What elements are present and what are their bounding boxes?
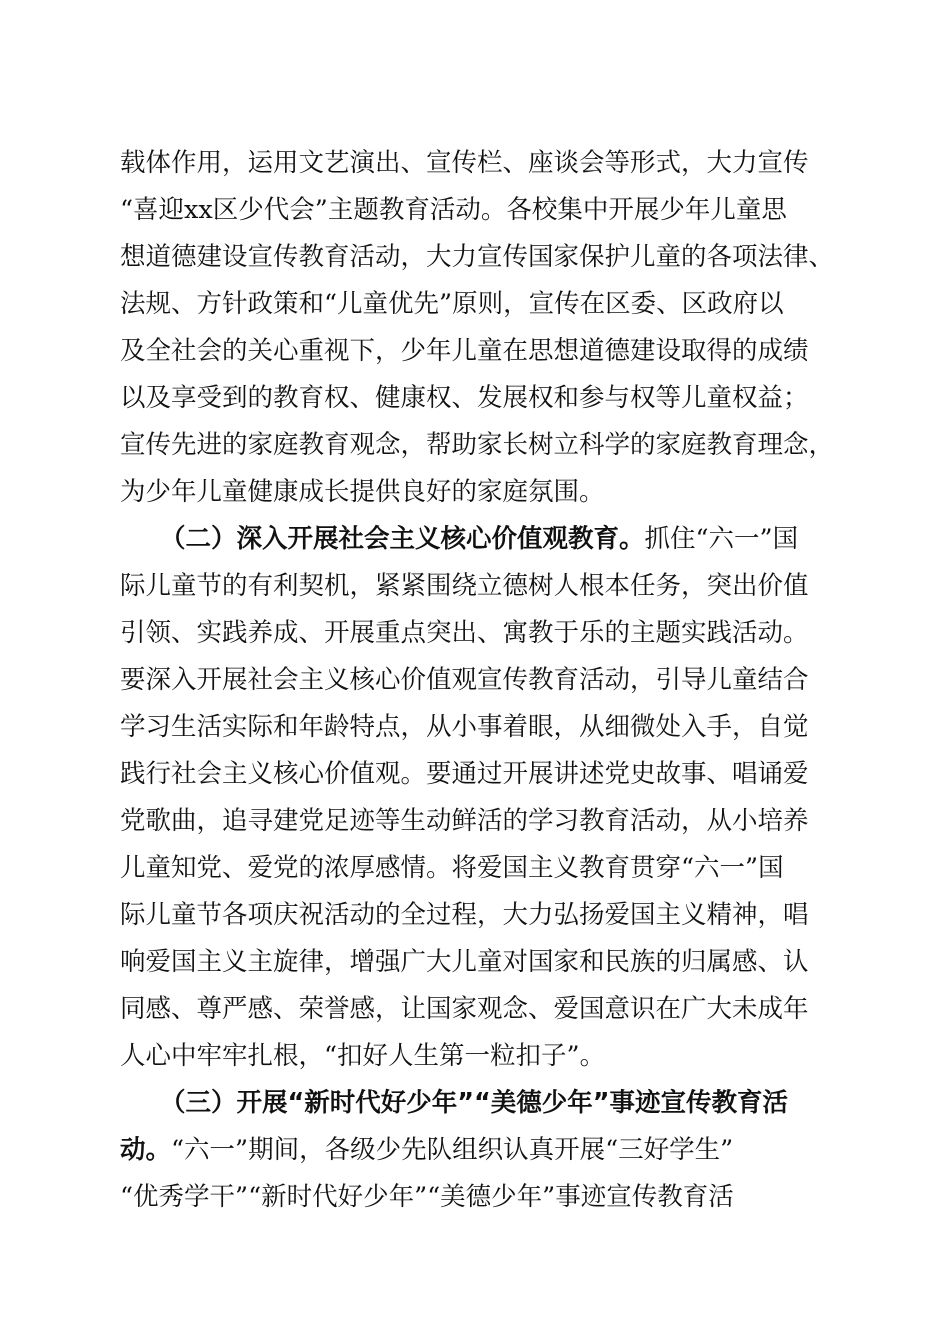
body-text-line: 同感、尊严感、荣誉感，让国家观念、爱国意识在广大未成年 bbox=[120, 994, 809, 1024]
body-text-line: 以及享受到的教育权、健康权、发展权和参与权等儿童权益； bbox=[120, 383, 809, 413]
body-text-line: 要深入开展社会主义核心价值观宣传教育活动，引导儿童结合 bbox=[120, 665, 809, 695]
section-3-second-line bbox=[120, 1130, 840, 1170]
body-text-line: 想道德建设宣传教育活动，大力宣传国家保护儿童的各项法律、 bbox=[120, 242, 835, 272]
body-text-line: 载体作用，运用文艺演出、宣传栏、座谈会等形式，大力宣传 bbox=[120, 148, 809, 178]
body-text-line: 及全社会的关心重视下，少年儿童在思想道德建设取得的成绩 bbox=[120, 336, 809, 366]
section-3-heading-line-1: （三）开展“新时代好少年”“美德少年”事迹宣传教育活 bbox=[160, 1088, 789, 1118]
section-3-lead-text: “六一”期间，各级少先队组织认真开展“三好学生” bbox=[171, 1135, 734, 1165]
body-text-line: 为少年儿童健康成长提供良好的家庭氛围。 bbox=[120, 477, 605, 507]
section-2-heading: （二）深入开展社会主义核心价值观教育。 bbox=[160, 524, 645, 554]
body-text-line: 学习生活实际和年龄特点，从小事着眼，从细微处入手，自觉 bbox=[120, 712, 809, 742]
body-text-line: 际儿童节的有利契机，紧紧围绕立德树人根本任务，突出价值 bbox=[120, 571, 809, 601]
body-text-line: 响爱国主义主旋律，增强广大儿童对国家和民族的归属感、认 bbox=[120, 947, 809, 977]
body-text-line: 践行社会主义核心价值观。要通过开展讲述党史故事、唱诵爱 bbox=[120, 759, 809, 789]
body-text-line: “喜迎xx区少代会”主题教育活动。各校集中开展少年儿童思 bbox=[120, 195, 787, 225]
body-text-line: 际儿童节各项庆祝活动的全过程，大力弘扬爱国主义精神，唱 bbox=[120, 900, 809, 930]
section-2-first-line bbox=[160, 519, 840, 559]
body-text-line: “优秀学干”“新时代好少年”“美德少年”事迹宣传教育活 bbox=[120, 1182, 734, 1212]
body-text-line: 法规、方针政策和“儿童优先”原则，宣传在区委、区政府以 bbox=[120, 289, 784, 319]
body-text-line: 宣传先进的家庭教育观念，帮助家长树立科学的家庭教育理念， bbox=[120, 430, 835, 460]
body-text-line: 党歌曲，追寻建党足迹等生动鲜活的学习教育活动，从小培养 bbox=[120, 806, 809, 836]
body-text-line: 人心中牢牢扎根，“扣好人生第一粒扣子”。 bbox=[120, 1041, 606, 1071]
section-3-heading-end: 动。 bbox=[120, 1135, 172, 1165]
section-2-lead-text: 抓住“六一”国 bbox=[644, 524, 799, 554]
body-text-line: 引领、实践养成、开展重点突出、寓教于乐的主题实践活动。 bbox=[120, 618, 809, 648]
body-text-line: 儿童知党、爱党的浓厚感情。将爱国主义教育贯穿“六一”国 bbox=[120, 853, 784, 883]
